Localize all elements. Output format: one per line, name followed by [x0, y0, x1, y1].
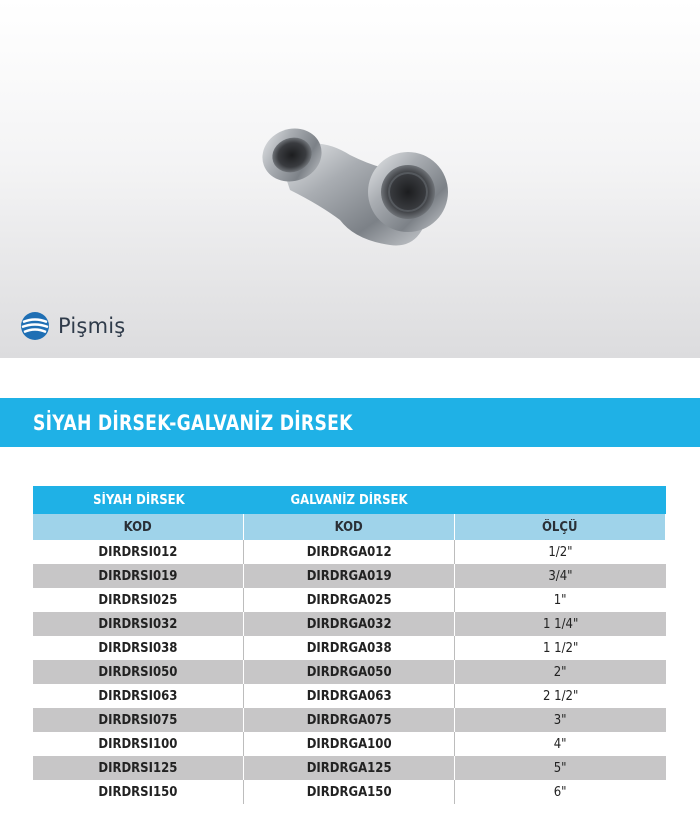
- table-cell: 4": [554, 736, 567, 752]
- group-header-cell: [455, 486, 666, 514]
- table-row: [33, 636, 666, 660]
- column-header-cell: KOD: [33, 514, 244, 540]
- table-cell: DIRDRGA032: [244, 612, 455, 636]
- table-cell: DIRDRSI025: [33, 588, 244, 612]
- table-cell: 1 1/4": [542, 616, 579, 632]
- table-cell: 3/4": [548, 568, 573, 584]
- table-cell: 3": [554, 712, 567, 728]
- table-cell: DIRDRGA125: [244, 756, 455, 780]
- table-row: [33, 732, 666, 756]
- table-cell: DIRDRSI125: [33, 756, 244, 780]
- table-cell: 1 1/2": [542, 640, 579, 656]
- brand-logo: [20, 311, 125, 341]
- table-cell: DIRDRSI012: [33, 540, 244, 564]
- table-cell: 1": [554, 592, 567, 608]
- table-row: [33, 660, 666, 684]
- table-row: [33, 756, 666, 780]
- column-header-cell: KOD: [244, 514, 455, 540]
- product-table: [33, 486, 666, 804]
- table-cell: DIRDRGA050: [244, 660, 455, 684]
- table-cell: DIRDRGA150: [244, 780, 455, 804]
- table-group-header: [33, 486, 666, 514]
- table-cell: DIRDRGA100: [244, 732, 455, 756]
- table-cell: 2 1/2": [542, 688, 579, 704]
- hero-section: [0, 0, 700, 358]
- table-cell: DIRDRSI019: [33, 564, 244, 588]
- table-cell: 2": [554, 664, 567, 680]
- pismis-logo-icon: [20, 311, 50, 341]
- table-row: [33, 540, 666, 564]
- table-cell: 6": [554, 784, 567, 800]
- table-row: [33, 612, 666, 636]
- table-cell: DIRDRGA019: [244, 564, 455, 588]
- table-cell: DIRDRSI150: [33, 780, 244, 804]
- table-cell: DIRDRSI032: [33, 612, 244, 636]
- table-cell: DIRDRGA038: [244, 636, 455, 660]
- table-cell: DIRDRGA075: [244, 708, 455, 732]
- table-row: [33, 684, 666, 708]
- table-cell: DIRDRGA063: [244, 684, 455, 708]
- elbow-fitting-image: [250, 100, 450, 260]
- section-title: SİYAH DİRSEK-GALVANİZ DİRSEK: [33, 410, 353, 435]
- table-cell: DIRDRGA025: [244, 588, 455, 612]
- group-header-cell: SİYAH DİRSEK: [92, 492, 185, 508]
- table-row: [33, 780, 666, 804]
- table-cell: DIRDRGA012: [244, 540, 455, 564]
- table-row: [33, 564, 666, 588]
- table-row: [33, 588, 666, 612]
- table-cell: DIRDRSI075: [33, 708, 244, 732]
- column-header-cell: ÖLÇÜ: [455, 514, 666, 540]
- table-cell: 5": [554, 760, 567, 776]
- table-cell: DIRDRSI038: [33, 636, 244, 660]
- table-cell: DIRDRSI063: [33, 684, 244, 708]
- table-cell: 1/2": [548, 544, 573, 560]
- group-header-cell: GALVANİZ DİRSEK: [290, 492, 409, 508]
- section-banner: [0, 398, 700, 447]
- table-cell: DIRDRSI050: [33, 660, 244, 684]
- brand-name: Pişmiş: [58, 314, 126, 338]
- table-cell: DIRDRSI100: [33, 732, 244, 756]
- table-column-header: [33, 514, 666, 540]
- table-row: [33, 708, 666, 732]
